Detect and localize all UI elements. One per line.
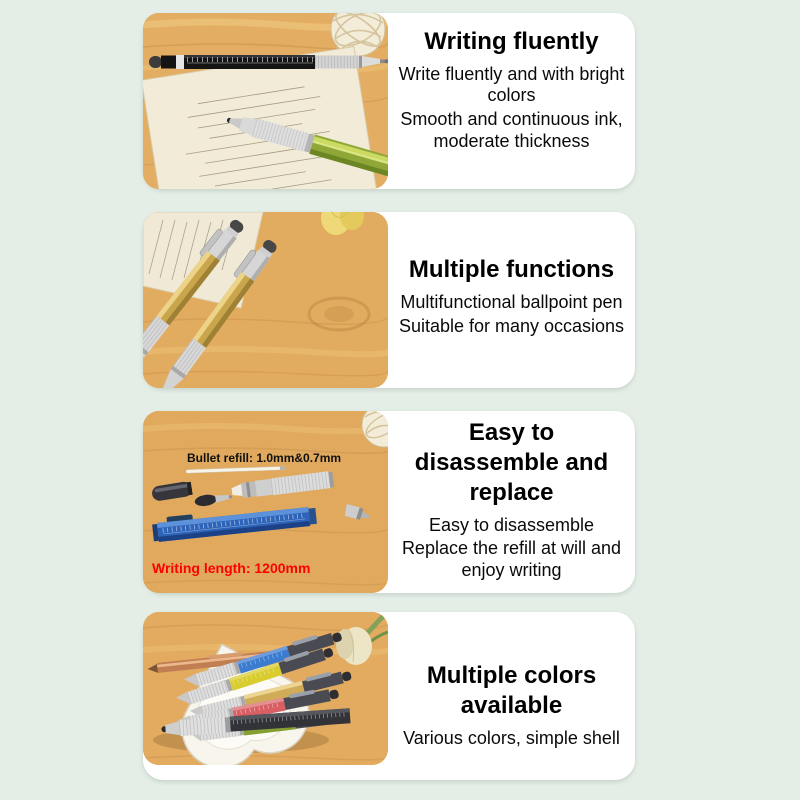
card-body-line: Various colors, simple shell	[403, 728, 620, 749]
card-body-line: Suitable for many occasions	[398, 316, 625, 336]
bullet-refill-label: Bullet refill: 1.0mm&0.7mm	[187, 451, 342, 465]
card-title: Multiple functions	[408, 256, 615, 284]
card-text-multiple-functions	[388, 212, 635, 388]
feature-card-multiple-functions	[143, 212, 635, 388]
card-title: Writing fluently	[424, 27, 599, 55]
writing-length-label: Writing length: 1200mm	[152, 560, 311, 576]
card-title: Multiple colors available	[426, 662, 597, 720]
photo-multiple-colors	[143, 612, 388, 765]
disassembled-pen-parts-photo	[143, 411, 388, 593]
card-body-line: Replace the refill at will and enjoy writing	[401, 538, 622, 580]
feature-card-writing-fluently	[143, 13, 635, 189]
card-body-line: Write fluently and with bright colors	[398, 63, 625, 106]
card-text-easy-to-disassemble	[388, 411, 635, 593]
card-text-writing-fluently	[388, 13, 635, 189]
card-title: Easy to disassemble and replace	[414, 418, 609, 506]
black-multitool-pen	[149, 55, 388, 69]
colored-pens-on-heart-plate-photo	[143, 612, 388, 765]
card-body-line: Multifunctional ballpoint pen	[400, 292, 623, 313]
two-gold-pens-on-desk-photo	[143, 212, 388, 388]
photo-easy-to-disassemble	[143, 411, 388, 593]
card-body-line: Smooth and continuous ink, moderate thickness	[400, 109, 623, 151]
card-body-line: Easy to disassemble	[428, 514, 595, 535]
black-and-green-pens-on-letter-photo	[143, 13, 388, 189]
photo-writing-fluently	[143, 13, 388, 189]
feature-card-easy-to-disassemble	[143, 411, 635, 593]
card-text-multiple-colors	[388, 612, 635, 780]
photo-multiple-functions	[143, 212, 388, 388]
feature-card-multiple-colors	[143, 612, 635, 780]
